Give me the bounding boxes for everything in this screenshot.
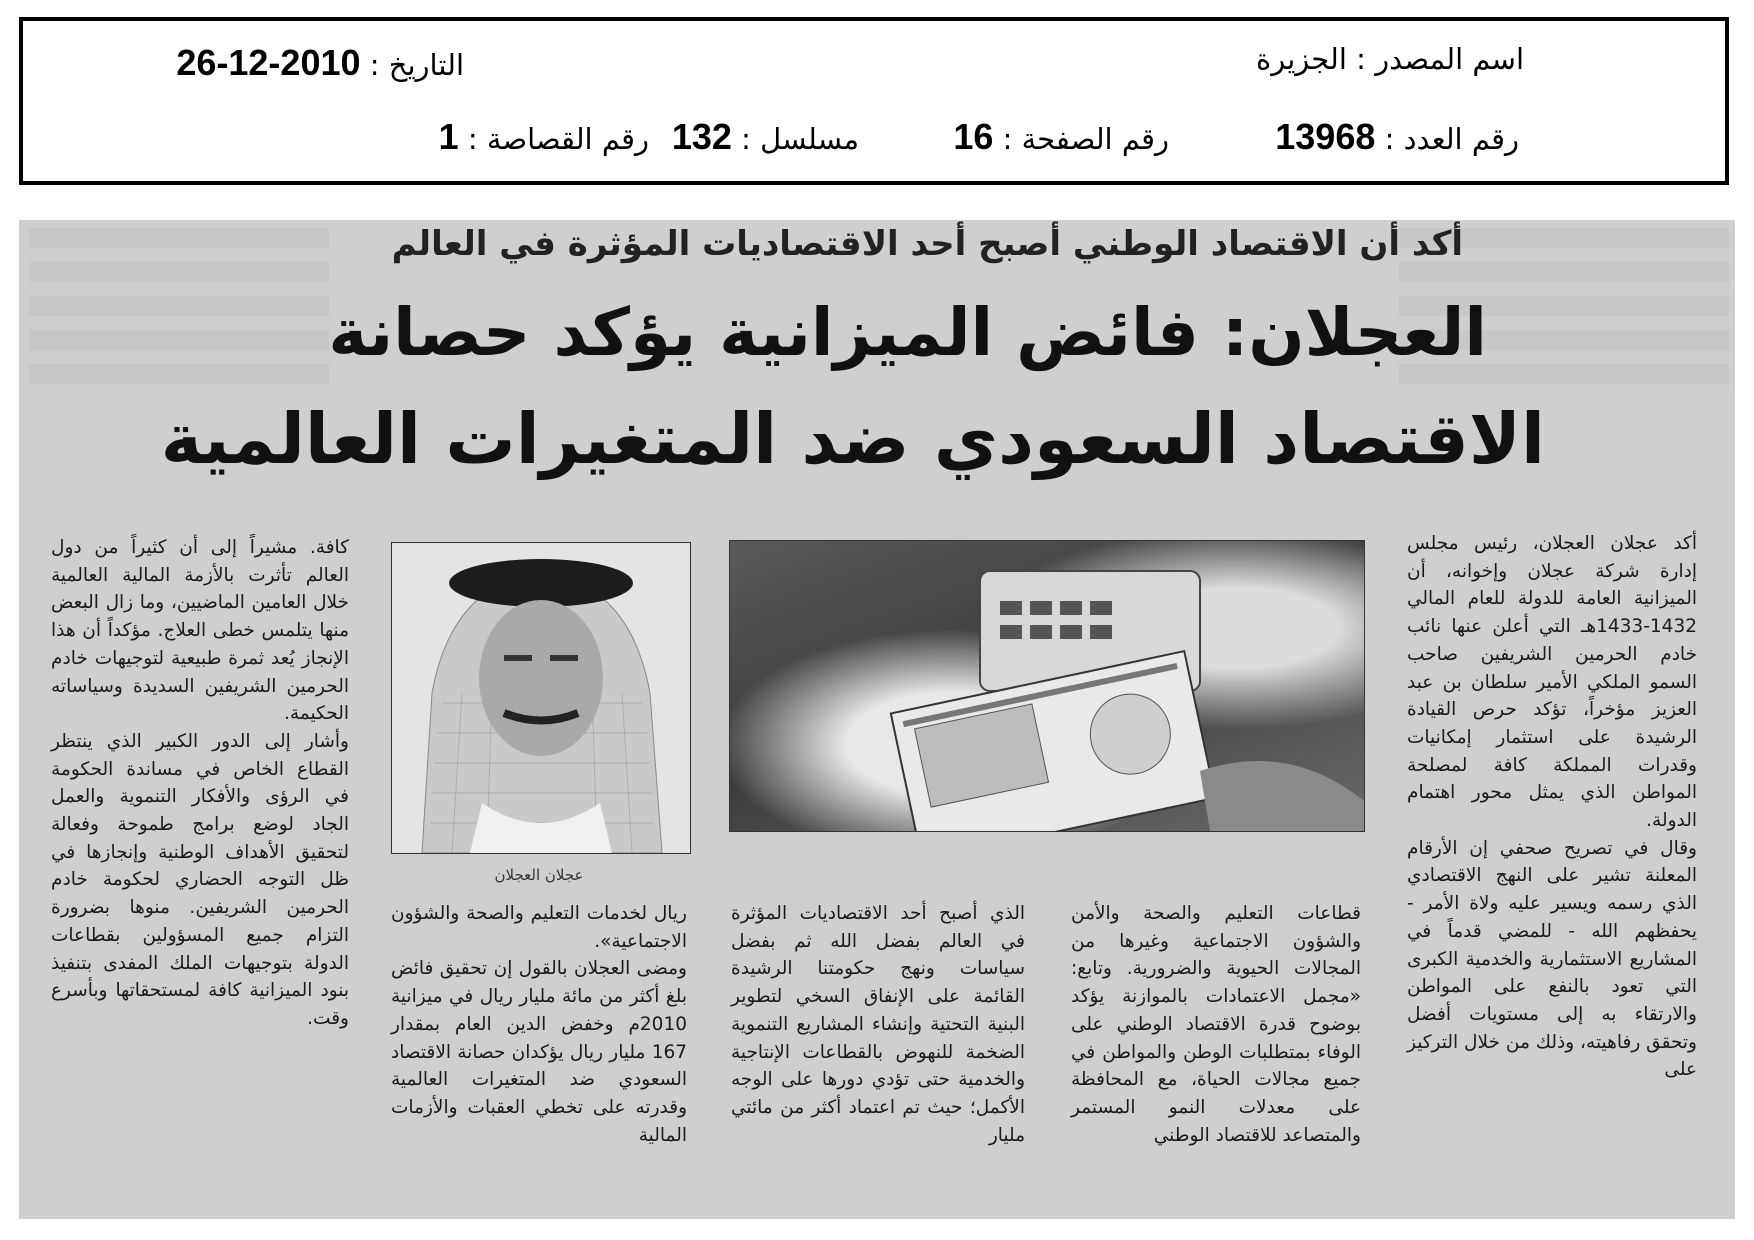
page-label: رقم الصفحة : [993,122,1169,156]
paragraph: أكد عجلان العجلان، رئيس مجلس إدارة شركة عجلان وإخوانه، أن الميزانية العامة للدولة للعام المالي 1432-1433هـ التي أعلن عنها نائب خادم الحرمين الشريفين صاحب السمو الملكي الأمير سلطان بن عبد العزيز مؤخراً، تؤكد حرص القيادة الرشيدة على استثمار إمكانيات وقدرات المملكة كافة لمصلحة المواطن الذي يمثل محور اهتمام الدولة. [1407,533,1697,832]
paragraph: ريال لخدمات التعليم والصحة والشؤون الاجتماعية». [391,903,687,952]
page-number [953,116,1169,158]
article-column-5 [51,534,349,1033]
banknotes-image [730,541,1364,831]
clip-value: 1 [438,116,459,157]
source-name [1256,42,1524,76]
date-label: التاريخ : [360,48,464,82]
paragraph: وقال في تصريح صحفي إن الأرقام المعلنة تشير على النهج الاقتصادي الذي رسمه ويسير عليه ولاة الأمر - يحفظهم الله - للمضي قدماً في المشاريع الاستثمارية والخدمية الكبرى التي تعود بالنفع على المواطن والارتقاء به إلى مستويات أفضل وتحقق رفاهيته، وذلك من خلال التركيز على [1407,837,1697,1081]
paragraph: كافة. مشيراً إلى أن كثيراً من دول العالم تأثرت بالأزمة المالية العالمية خلال العامين الماضيين، وما زال البعض منها يتلمس خطى العلاج. مؤكداً أن هذا الإنجاز يُعد ثمرة طبيعية لتوجيهات خادم الحرمين الشريفين السديدة وسياساته الحكيمة. [51,537,349,725]
article-column-2 [1071,900,1361,1149]
paragraph: قطاعات التعليم والصحة والأمن والشؤون الاجتماعية وغيرها من المجالات الحيوية والضرورية. وتابع: «مجمل الاعتمادات بالموازنة يؤكد بوضوح قدرة الاقتصاد الوطني على الوفاء بمتطلبات الوطن والمواطن في جميع مجالات الحياة، مع المحافظة على معدلات النمو المستمر والمتصاعد للاقتصاد الوطني [1071,903,1361,1146]
headline-line-2: الاقتصاد السعودي ضد المتغيرات العالمية [160,398,1545,480]
date-value: 2010-12-26 [176,42,361,83]
money-calculator-photo [729,540,1365,832]
clip-label: رقم القصاصة : [458,122,649,156]
headline-line-1: العجلان: فائض الميزانية يؤكد حصانة [328,294,1487,371]
issue-label: رقم العدد : [1375,122,1519,156]
bleed-through-text-left [29,228,329,388]
clipping-date [176,42,464,84]
serial-label: مسلسل : [731,122,859,156]
issue-value: 13968 [1275,116,1376,157]
source-label: اسم المصدر : الجزيرة [1256,42,1524,76]
paragraph: وأشار إلى الدور الكبير الذي ينتظر القطاع الخاص في مساندة الحكومة في الرؤى والأفكار التنموية والعمل الجاد لوضع برامج طموحة وفعالة لتحقيق الأهداف الوطنية وإنجازها في ظل التوجه الحضاري لحكومة خادم الحرمين الشريفين. منوها بضرورة التزام جميع المسؤولين بقطاعات الدولة بتوجيهات الملك المفدى بتنفيذ بنود الميزانية كافة لمستحقاتها وبأسرع وقت. [51,730,349,1029]
paragraph: ومضى العجلان بالقول إن تحقيق فائض بلغ أكثر من مائة مليار ريال في ميزانية 2010م وخفض الدين العام بمقدار 167 مليار ريال يؤكدان حصانة الاقتصاد السعودي ضد المتغيرات العالمية وقدرته على تخطي العقبات والأزمات المالية [391,958,687,1146]
article-column-4 [391,900,687,1149]
portrait-photo [391,542,691,854]
page-value: 16 [953,116,994,157]
issue-number [1275,116,1519,158]
article-column-1 [1407,530,1697,1084]
article-column-3 [731,900,1025,1149]
newspaper-clipping [19,220,1735,1219]
photo-caption: عجلان العجلان [494,866,584,884]
serial-number [672,116,859,158]
serial-value: 132 [671,116,732,157]
article-kicker: أكد أن الاقتصاد الوطني أصبح أحد الاقتصاديات المؤثرة في العالم [391,224,1463,264]
person-portrait-image [392,543,690,853]
paragraph: الذي أصبح أحد الاقتصاديات المؤثرة في العالم بفضل الله ثم بفضل سياسات ونهج حكومتنا الرشيدة القائمة على الإنفاق السخي لتطوير البنية التحتية وإنشاء المشاريع التنموية الضخمة للنهوض بالقطاعات الإنتاجية والخدمية حتى تؤدي دورها على الوجه الأكمل؛ حيث تم اعتماد أكثر من مائتي مليار [731,903,1025,1146]
clip-number [439,116,649,158]
